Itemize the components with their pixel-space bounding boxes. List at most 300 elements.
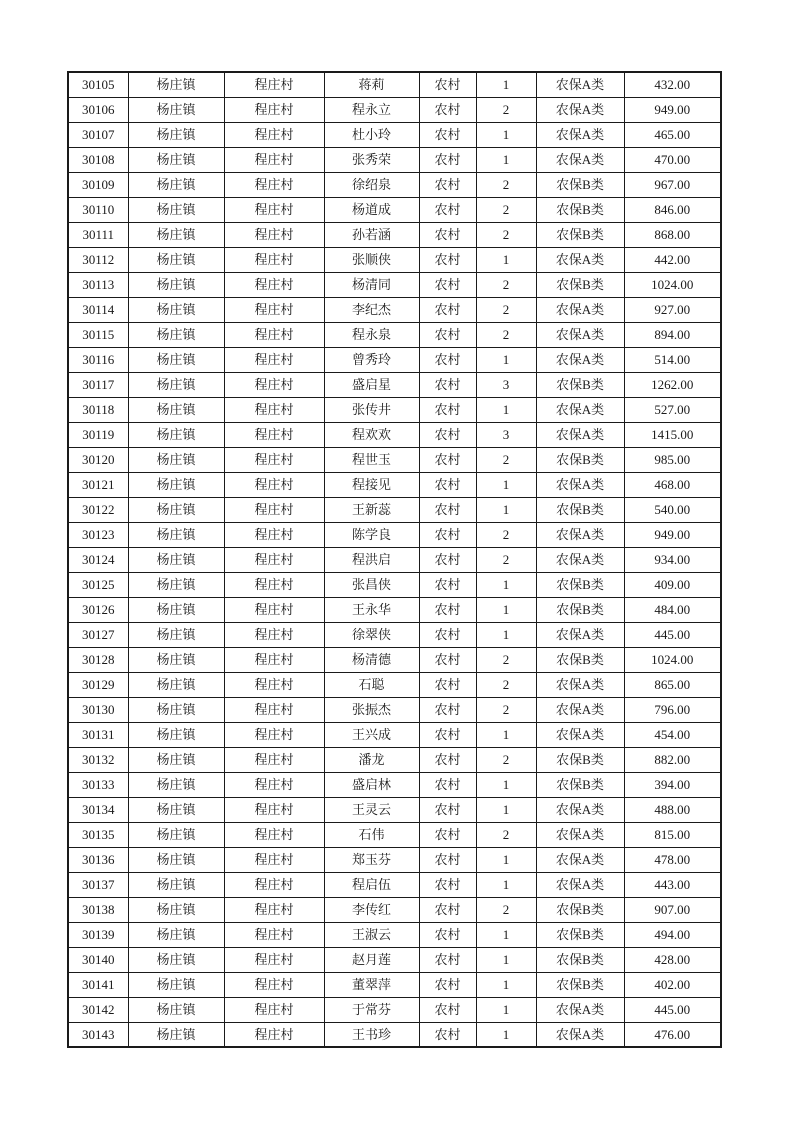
cell-amount: 796.00 — [624, 697, 721, 722]
cell-amount: 1024.00 — [624, 647, 721, 672]
cell-id: 30136 — [68, 847, 128, 872]
cell-category: 农村 — [419, 747, 476, 772]
cell-insurance-type: 农保A类 — [536, 122, 624, 147]
cell-count: 2 — [476, 822, 536, 847]
table-row — [68, 947, 721, 972]
table-row — [68, 897, 721, 922]
table-row — [68, 997, 721, 1022]
cell-count: 1 — [476, 722, 536, 747]
cell-village: 程庄村 — [224, 472, 324, 497]
cell-category: 农村 — [419, 822, 476, 847]
cell-category: 农村 — [419, 922, 476, 947]
cell-category: 农村 — [419, 72, 476, 97]
cell-amount: 442.00 — [624, 247, 721, 272]
cell-id: 30131 — [68, 722, 128, 747]
cell-id: 30112 — [68, 247, 128, 272]
cell-village: 程庄村 — [224, 222, 324, 247]
cell-id: 30120 — [68, 447, 128, 472]
cell-count: 1 — [476, 972, 536, 997]
cell-amount: 468.00 — [624, 472, 721, 497]
cell-village: 程庄村 — [224, 872, 324, 897]
cell-category: 农村 — [419, 622, 476, 647]
cell-id: 30140 — [68, 947, 128, 972]
cell-id: 30126 — [68, 597, 128, 622]
cell-insurance-type: 农保B类 — [536, 222, 624, 247]
cell-town: 杨庄镇 — [128, 97, 224, 122]
cell-village: 程庄村 — [224, 247, 324, 272]
cell-insurance-type: 农保A类 — [536, 472, 624, 497]
cell-amount: 868.00 — [624, 222, 721, 247]
cell-town: 杨庄镇 — [128, 122, 224, 147]
cell-insurance-type: 农保B类 — [536, 372, 624, 397]
cell-id: 30127 — [68, 622, 128, 647]
cell-amount: 882.00 — [624, 747, 721, 772]
cell-count: 1 — [476, 622, 536, 647]
table-row — [68, 72, 721, 97]
cell-category: 农村 — [419, 297, 476, 322]
cell-id: 30135 — [68, 822, 128, 847]
cell-name: 程接见 — [324, 472, 419, 497]
cell-insurance-type: 农保A类 — [536, 997, 624, 1022]
cell-name: 张秀荣 — [324, 147, 419, 172]
cell-village: 程庄村 — [224, 322, 324, 347]
cell-count: 1 — [476, 947, 536, 972]
cell-count: 1 — [476, 472, 536, 497]
cell-name: 王新蕊 — [324, 497, 419, 522]
cell-count: 1 — [476, 572, 536, 597]
cell-amount: 1262.00 — [624, 372, 721, 397]
cell-village: 程庄村 — [224, 122, 324, 147]
cell-village: 程庄村 — [224, 772, 324, 797]
cell-name: 蒋莉 — [324, 72, 419, 97]
cell-category: 农村 — [419, 122, 476, 147]
table-row — [68, 272, 721, 297]
cell-amount: 865.00 — [624, 672, 721, 697]
cell-category: 农村 — [419, 272, 476, 297]
cell-id: 30137 — [68, 872, 128, 897]
cell-village: 程庄村 — [224, 422, 324, 447]
cell-town: 杨庄镇 — [128, 522, 224, 547]
cell-id: 30106 — [68, 97, 128, 122]
cell-amount: 1024.00 — [624, 272, 721, 297]
cell-village: 程庄村 — [224, 372, 324, 397]
cell-insurance-type: 农保A类 — [536, 672, 624, 697]
cell-name: 盛启星 — [324, 372, 419, 397]
cell-count: 2 — [476, 897, 536, 922]
cell-insurance-type: 农保B类 — [536, 647, 624, 672]
cell-name: 王兴成 — [324, 722, 419, 747]
cell-id: 30113 — [68, 272, 128, 297]
cell-amount: 927.00 — [624, 297, 721, 322]
cell-id: 30129 — [68, 672, 128, 697]
cell-count: 1 — [476, 497, 536, 522]
cell-name: 程永立 — [324, 97, 419, 122]
cell-amount: 484.00 — [624, 597, 721, 622]
table-row — [68, 397, 721, 422]
cell-id: 30122 — [68, 497, 128, 522]
cell-name: 程永泉 — [324, 322, 419, 347]
cell-category: 农村 — [419, 772, 476, 797]
cell-insurance-type: 农保A类 — [536, 72, 624, 97]
cell-insurance-type: 农保A类 — [536, 797, 624, 822]
cell-town: 杨庄镇 — [128, 147, 224, 172]
cell-town: 杨庄镇 — [128, 947, 224, 972]
cell-count: 1 — [476, 872, 536, 897]
cell-id: 30115 — [68, 322, 128, 347]
cell-name: 董翠萍 — [324, 972, 419, 997]
cell-id: 30143 — [68, 1022, 128, 1047]
cell-count: 2 — [476, 197, 536, 222]
cell-category: 农村 — [419, 972, 476, 997]
cell-count: 2 — [476, 172, 536, 197]
cell-town: 杨庄镇 — [128, 372, 224, 397]
cell-insurance-type: 农保A类 — [536, 847, 624, 872]
cell-amount: 394.00 — [624, 772, 721, 797]
cell-village: 程庄村 — [224, 822, 324, 847]
cell-insurance-type: 农保A类 — [536, 1022, 624, 1047]
table-row — [68, 572, 721, 597]
cell-town: 杨庄镇 — [128, 872, 224, 897]
cell-name: 杨清同 — [324, 272, 419, 297]
cell-count: 3 — [476, 372, 536, 397]
cell-amount: 443.00 — [624, 872, 721, 897]
cell-category: 农村 — [419, 497, 476, 522]
cell-village: 程庄村 — [224, 147, 324, 172]
cell-count: 1 — [476, 772, 536, 797]
cell-name: 杨清德 — [324, 647, 419, 672]
cell-village: 程庄村 — [224, 747, 324, 772]
cell-village: 程庄村 — [224, 172, 324, 197]
cell-amount: 445.00 — [624, 622, 721, 647]
cell-town: 杨庄镇 — [128, 397, 224, 422]
cell-town: 杨庄镇 — [128, 572, 224, 597]
cell-amount: 985.00 — [624, 447, 721, 472]
cell-category: 农村 — [419, 322, 476, 347]
cell-id: 30110 — [68, 197, 128, 222]
cell-name: 王永华 — [324, 597, 419, 622]
cell-town: 杨庄镇 — [128, 547, 224, 572]
cell-village: 程庄村 — [224, 897, 324, 922]
table-row — [68, 772, 721, 797]
cell-village: 程庄村 — [224, 672, 324, 697]
cell-village: 程庄村 — [224, 97, 324, 122]
cell-count: 1 — [476, 922, 536, 947]
cell-village: 程庄村 — [224, 397, 324, 422]
cell-village: 程庄村 — [224, 922, 324, 947]
cell-name: 李传红 — [324, 897, 419, 922]
cell-category: 农村 — [419, 797, 476, 822]
cell-amount: 478.00 — [624, 847, 721, 872]
cell-category: 农村 — [419, 397, 476, 422]
cell-amount: 949.00 — [624, 522, 721, 547]
table-body — [68, 72, 721, 1047]
cell-count: 1 — [476, 847, 536, 872]
cell-name: 张振杰 — [324, 697, 419, 722]
cell-id: 30133 — [68, 772, 128, 797]
cell-insurance-type: 农保B类 — [536, 597, 624, 622]
cell-category: 农村 — [419, 372, 476, 397]
cell-id: 30116 — [68, 347, 128, 372]
cell-name: 程欢欢 — [324, 422, 419, 447]
cell-name: 盛启林 — [324, 772, 419, 797]
cell-category: 农村 — [419, 347, 476, 372]
cell-town: 杨庄镇 — [128, 72, 224, 97]
cell-count: 2 — [476, 222, 536, 247]
cell-count: 1 — [476, 122, 536, 147]
cell-village: 程庄村 — [224, 447, 324, 472]
table-row — [68, 122, 721, 147]
cell-town: 杨庄镇 — [128, 822, 224, 847]
cell-town: 杨庄镇 — [128, 922, 224, 947]
cell-insurance-type: 农保B类 — [536, 897, 624, 922]
cell-count: 2 — [476, 322, 536, 347]
cell-town: 杨庄镇 — [128, 497, 224, 522]
cell-amount: 470.00 — [624, 147, 721, 172]
cell-count: 2 — [476, 447, 536, 472]
cell-category: 农村 — [419, 597, 476, 622]
cell-category: 农村 — [419, 997, 476, 1022]
cell-category: 农村 — [419, 722, 476, 747]
cell-town: 杨庄镇 — [128, 972, 224, 997]
cell-amount: 540.00 — [624, 497, 721, 522]
cell-insurance-type: 农保B类 — [536, 922, 624, 947]
cell-town: 杨庄镇 — [128, 747, 224, 772]
cell-name: 张昌侠 — [324, 572, 419, 597]
cell-category: 农村 — [419, 422, 476, 447]
cell-id: 30109 — [68, 172, 128, 197]
cell-town: 杨庄镇 — [128, 672, 224, 697]
cell-town: 杨庄镇 — [128, 797, 224, 822]
cell-village: 程庄村 — [224, 197, 324, 222]
cell-id: 30134 — [68, 797, 128, 822]
cell-village: 程庄村 — [224, 497, 324, 522]
cell-id: 30142 — [68, 997, 128, 1022]
cell-village: 程庄村 — [224, 347, 324, 372]
cell-id: 30107 — [68, 122, 128, 147]
cell-count: 1 — [476, 247, 536, 272]
cell-amount: 907.00 — [624, 897, 721, 922]
cell-insurance-type: 农保B类 — [536, 497, 624, 522]
cell-category: 农村 — [419, 847, 476, 872]
cell-id: 30139 — [68, 922, 128, 947]
cell-count: 2 — [476, 272, 536, 297]
cell-insurance-type: 农保A类 — [536, 147, 624, 172]
table-row — [68, 922, 721, 947]
cell-village: 程庄村 — [224, 947, 324, 972]
table-row — [68, 1022, 721, 1047]
cell-name: 赵月莲 — [324, 947, 419, 972]
cell-category: 农村 — [419, 197, 476, 222]
table-row — [68, 322, 721, 347]
table-row — [68, 797, 721, 822]
cell-town: 杨庄镇 — [128, 847, 224, 872]
cell-category: 农村 — [419, 697, 476, 722]
cell-amount: 445.00 — [624, 997, 721, 1022]
cell-count: 2 — [476, 297, 536, 322]
cell-town: 杨庄镇 — [128, 247, 224, 272]
cell-id: 30108 — [68, 147, 128, 172]
cell-village: 程庄村 — [224, 647, 324, 672]
cell-town: 杨庄镇 — [128, 647, 224, 672]
cell-town: 杨庄镇 — [128, 447, 224, 472]
cell-insurance-type: 农保A类 — [536, 522, 624, 547]
cell-amount: 894.00 — [624, 322, 721, 347]
cell-id: 30114 — [68, 297, 128, 322]
cell-insurance-type: 农保B类 — [536, 772, 624, 797]
cell-count: 3 — [476, 422, 536, 447]
cell-id: 30105 — [68, 72, 128, 97]
cell-id: 30124 — [68, 547, 128, 572]
cell-name: 于常芬 — [324, 997, 419, 1022]
cell-category: 农村 — [419, 872, 476, 897]
table-row — [68, 472, 721, 497]
cell-count: 1 — [476, 797, 536, 822]
cell-amount: 428.00 — [624, 947, 721, 972]
cell-name: 曾秀玲 — [324, 347, 419, 372]
cell-id: 30117 — [68, 372, 128, 397]
cell-count: 2 — [476, 647, 536, 672]
cell-amount: 815.00 — [624, 822, 721, 847]
cell-category: 农村 — [419, 147, 476, 172]
cell-amount: 494.00 — [624, 922, 721, 947]
cell-amount: 967.00 — [624, 172, 721, 197]
cell-town: 杨庄镇 — [128, 597, 224, 622]
cell-town: 杨庄镇 — [128, 322, 224, 347]
cell-amount: 432.00 — [624, 72, 721, 97]
cell-count: 2 — [476, 697, 536, 722]
cell-insurance-type: 农保A类 — [536, 547, 624, 572]
cell-name: 张传井 — [324, 397, 419, 422]
cell-category: 农村 — [419, 547, 476, 572]
cell-category: 农村 — [419, 222, 476, 247]
cell-amount: 527.00 — [624, 397, 721, 422]
cell-town: 杨庄镇 — [128, 722, 224, 747]
cell-insurance-type: 农保A类 — [536, 397, 624, 422]
cell-village: 程庄村 — [224, 547, 324, 572]
cell-amount: 1415.00 — [624, 422, 721, 447]
cell-insurance-type: 农保B类 — [536, 747, 624, 772]
cell-category: 农村 — [419, 672, 476, 697]
table-row — [68, 622, 721, 647]
cell-town: 杨庄镇 — [128, 422, 224, 447]
cell-town: 杨庄镇 — [128, 622, 224, 647]
table-row — [68, 722, 721, 747]
cell-category: 农村 — [419, 172, 476, 197]
cell-town: 杨庄镇 — [128, 997, 224, 1022]
cell-insurance-type: 农保B类 — [536, 447, 624, 472]
cell-count: 1 — [476, 1022, 536, 1047]
table-row — [68, 547, 721, 572]
table-row — [68, 697, 721, 722]
table-row — [68, 97, 721, 122]
cell-town: 杨庄镇 — [128, 222, 224, 247]
cell-id: 30130 — [68, 697, 128, 722]
cell-town: 杨庄镇 — [128, 197, 224, 222]
cell-category: 农村 — [419, 947, 476, 972]
cell-village: 程庄村 — [224, 722, 324, 747]
cell-name: 陈学良 — [324, 522, 419, 547]
cell-name: 石伟 — [324, 822, 419, 847]
cell-amount: 514.00 — [624, 347, 721, 372]
cell-village: 程庄村 — [224, 847, 324, 872]
cell-village: 程庄村 — [224, 697, 324, 722]
cell-insurance-type: 农保A类 — [536, 297, 624, 322]
table-row — [68, 972, 721, 997]
table-row — [68, 147, 721, 172]
cell-id: 30111 — [68, 222, 128, 247]
cell-town: 杨庄镇 — [128, 897, 224, 922]
cell-name: 郑玉芬 — [324, 847, 419, 872]
cell-name: 李纪杰 — [324, 297, 419, 322]
cell-category: 农村 — [419, 572, 476, 597]
cell-amount: 454.00 — [624, 722, 721, 747]
table-row — [68, 847, 721, 872]
table-row — [68, 822, 721, 847]
cell-count: 2 — [476, 672, 536, 697]
table-row — [68, 372, 721, 397]
cell-village: 程庄村 — [224, 997, 324, 1022]
cell-town: 杨庄镇 — [128, 297, 224, 322]
cell-amount: 846.00 — [624, 197, 721, 222]
cell-amount: 409.00 — [624, 572, 721, 597]
cell-name: 潘龙 — [324, 747, 419, 772]
cell-id: 30138 — [68, 897, 128, 922]
cell-insurance-type: 农保A类 — [536, 722, 624, 747]
cell-id: 30125 — [68, 572, 128, 597]
table-row — [68, 522, 721, 547]
cell-town: 杨庄镇 — [128, 472, 224, 497]
cell-count: 2 — [476, 522, 536, 547]
cell-insurance-type: 农保B类 — [536, 947, 624, 972]
cell-town: 杨庄镇 — [128, 697, 224, 722]
cell-category: 农村 — [419, 472, 476, 497]
table-row — [68, 647, 721, 672]
table-row — [68, 347, 721, 372]
table-row — [68, 747, 721, 772]
cell-insurance-type: 农保B类 — [536, 272, 624, 297]
cell-town: 杨庄镇 — [128, 347, 224, 372]
cell-amount: 465.00 — [624, 122, 721, 147]
cell-village: 程庄村 — [224, 597, 324, 622]
cell-name: 徐翠侠 — [324, 622, 419, 647]
cell-insurance-type: 农保A类 — [536, 872, 624, 897]
cell-name: 王书珍 — [324, 1022, 419, 1047]
cell-name: 王淑云 — [324, 922, 419, 947]
cell-id: 30141 — [68, 972, 128, 997]
table-row — [68, 447, 721, 472]
cell-village: 程庄村 — [224, 972, 324, 997]
cell-amount: 402.00 — [624, 972, 721, 997]
cell-name: 徐绍泉 — [324, 172, 419, 197]
cell-amount: 949.00 — [624, 97, 721, 122]
cell-insurance-type: 农保A类 — [536, 347, 624, 372]
cell-name: 杜小玲 — [324, 122, 419, 147]
table-row — [68, 597, 721, 622]
cell-category: 农村 — [419, 247, 476, 272]
cell-insurance-type: 农保B类 — [536, 972, 624, 997]
cell-count: 1 — [476, 397, 536, 422]
cell-village: 程庄村 — [224, 797, 324, 822]
cell-name: 杨道成 — [324, 197, 419, 222]
cell-id: 30118 — [68, 397, 128, 422]
cell-amount: 476.00 — [624, 1022, 721, 1047]
cell-insurance-type: 农保A类 — [536, 97, 624, 122]
cell-insurance-type: 农保A类 — [536, 697, 624, 722]
cell-name: 张顺侠 — [324, 247, 419, 272]
records-table — [67, 71, 722, 1048]
table-row — [68, 222, 721, 247]
table-row — [68, 672, 721, 697]
